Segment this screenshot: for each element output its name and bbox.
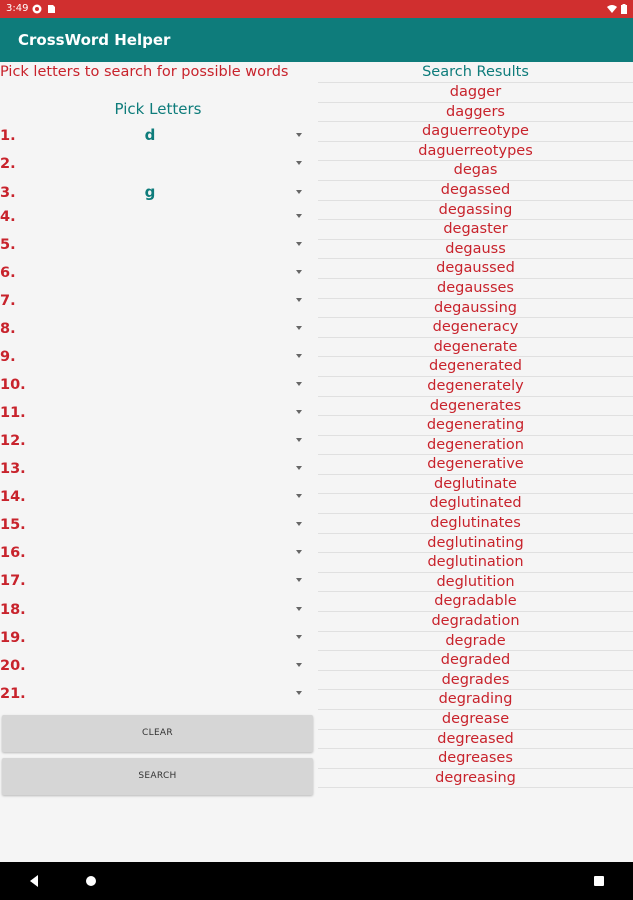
- row-number: 16.: [0, 545, 26, 561]
- dropdown-arrow-icon[interactable]: [296, 635, 302, 639]
- result-item[interactable]: degauss: [318, 240, 633, 260]
- result-item[interactable]: degrease: [318, 710, 633, 730]
- letter-row[interactable]: [0, 485, 316, 513]
- dropdown-arrow-icon[interactable]: [296, 354, 302, 358]
- row-number: 1.: [0, 128, 16, 144]
- dropdown-arrow-icon[interactable]: [296, 522, 302, 526]
- letter-row[interactable]: [0, 261, 316, 289]
- notification-icon: [32, 4, 42, 14]
- letter-row[interactable]: [0, 457, 316, 485]
- letter-row[interactable]: [0, 598, 316, 626]
- sd-card-icon: [46, 4, 56, 14]
- result-item[interactable]: degassing: [318, 201, 633, 221]
- home-icon[interactable]: [84, 862, 98, 900]
- row-number: 12.: [0, 433, 26, 449]
- result-item[interactable]: deglutinating: [318, 534, 633, 554]
- result-item[interactable]: degaussing: [318, 299, 633, 319]
- result-item[interactable]: degenerates: [318, 397, 633, 417]
- row-number: 7.: [0, 293, 16, 309]
- dropdown-arrow-icon[interactable]: [296, 438, 302, 442]
- app-title: CrossWord Helper: [18, 31, 171, 49]
- dropdown-arrow-icon[interactable]: [296, 270, 302, 274]
- letter-row[interactable]: [0, 152, 316, 180]
- result-item[interactable]: degenerate: [318, 338, 633, 358]
- result-item[interactable]: degas: [318, 161, 633, 181]
- result-item[interactable]: degenerately: [318, 377, 633, 397]
- status-time: 3:49: [6, 3, 29, 14]
- result-item[interactable]: degradation: [318, 612, 633, 632]
- result-item[interactable]: degraded: [318, 651, 633, 671]
- search-results-list[interactable]: [318, 62, 633, 796]
- dropdown-arrow-icon[interactable]: [296, 410, 302, 414]
- result-item[interactable]: degassed: [318, 181, 633, 201]
- letter-row[interactable]: [0, 317, 316, 345]
- dropdown-arrow-icon[interactable]: [296, 578, 302, 582]
- dropdown-arrow-icon[interactable]: [296, 298, 302, 302]
- row-number: 5.: [0, 237, 16, 253]
- system-nav-bar: [0, 862, 633, 900]
- result-item[interactable]: degrades: [318, 671, 633, 691]
- result-item[interactable]: degreases: [318, 749, 633, 769]
- letter-row[interactable]: [0, 233, 316, 261]
- dropdown-arrow-icon[interactable]: [296, 326, 302, 330]
- letter-dropdown-value[interactable]: d: [144, 126, 156, 144]
- letter-row[interactable]: [0, 682, 316, 710]
- pick-letters-panel: [0, 62, 316, 802]
- app-bar: [0, 18, 633, 62]
- row-number: 13.: [0, 461, 26, 477]
- letter-row[interactable]: [0, 429, 316, 457]
- letter-row[interactable]: [0, 401, 316, 429]
- result-item[interactable]: degreasing: [318, 769, 633, 789]
- recent-apps-icon[interactable]: [592, 862, 606, 900]
- dropdown-arrow-icon[interactable]: [296, 133, 302, 137]
- result-item[interactable]: degeneracy: [318, 318, 633, 338]
- result-item[interactable]: degaster: [318, 220, 633, 240]
- letter-row[interactable]: [0, 569, 316, 597]
- result-item[interactable]: degrading: [318, 690, 633, 710]
- dropdown-arrow-icon[interactable]: [296, 382, 302, 386]
- row-number: 18.: [0, 602, 26, 618]
- letter-row[interactable]: [0, 513, 316, 541]
- dropdown-arrow-icon[interactable]: [296, 242, 302, 246]
- row-number: 15.: [0, 517, 26, 533]
- result-item[interactable]: deglutination: [318, 553, 633, 573]
- result-item[interactable]: dagger: [318, 83, 633, 103]
- dropdown-arrow-icon[interactable]: [296, 214, 302, 218]
- back-icon[interactable]: [28, 862, 40, 900]
- letter-row[interactable]: [0, 626, 316, 654]
- result-item[interactable]: deglutinate: [318, 475, 633, 495]
- result-item[interactable]: deglutinates: [318, 514, 633, 534]
- letter-row[interactable]: [0, 541, 316, 569]
- result-item[interactable]: degenerating: [318, 416, 633, 436]
- result-item[interactable]: degrade: [318, 632, 633, 652]
- wifi-icon: [607, 4, 617, 14]
- row-number: 21.: [0, 686, 26, 702]
- clear-button[interactable]: CLEAR: [2, 715, 313, 752]
- dropdown-arrow-icon[interactable]: [296, 161, 302, 165]
- result-item[interactable]: deglutition: [318, 573, 633, 593]
- row-number: 3.: [0, 185, 16, 201]
- result-item[interactable]: degausses: [318, 279, 633, 299]
- dropdown-arrow-icon[interactable]: [296, 494, 302, 498]
- dropdown-arrow-icon[interactable]: [296, 607, 302, 611]
- row-number: 11.: [0, 405, 26, 421]
- battery-icon: [621, 4, 627, 14]
- row-number: 2.: [0, 156, 16, 172]
- letter-row[interactable]: [0, 205, 316, 233]
- row-number: 8.: [0, 321, 16, 337]
- dropdown-arrow-icon[interactable]: [296, 691, 302, 695]
- result-item[interactable]: degradable: [318, 592, 633, 612]
- dropdown-arrow-icon[interactable]: [296, 663, 302, 667]
- letter-row[interactable]: [0, 124, 316, 152]
- letter-row[interactable]: [0, 345, 316, 373]
- dropdown-arrow-icon[interactable]: [296, 466, 302, 470]
- letter-row[interactable]: [0, 654, 316, 682]
- result-item[interactable]: degenerated: [318, 357, 633, 377]
- pick-letters-heading: Pick Letters: [114, 100, 202, 118]
- row-number: 19.: [0, 630, 26, 646]
- row-number: 10.: [0, 377, 26, 393]
- search-button[interactable]: SEARCH: [2, 758, 313, 795]
- result-item[interactable]: deglutinated: [318, 494, 633, 514]
- result-item[interactable]: degreased: [318, 730, 633, 750]
- row-number: 4.: [0, 209, 16, 225]
- result-item[interactable]: daguerreotypes: [318, 142, 633, 162]
- instructions-text: Pick letters to search for possible words: [0, 64, 289, 80]
- status-bar: [0, 0, 633, 18]
- letter-dropdown-value[interactable]: g: [144, 183, 156, 201]
- row-number: 14.: [0, 489, 26, 505]
- result-item[interactable]: degeneration: [318, 436, 633, 456]
- result-item[interactable]: daggers: [318, 103, 633, 123]
- row-number: 20.: [0, 658, 26, 674]
- row-number: 6.: [0, 265, 16, 281]
- letter-row[interactable]: [0, 289, 316, 317]
- row-number: 17.: [0, 573, 26, 589]
- dropdown-arrow-icon[interactable]: [296, 550, 302, 554]
- dropdown-arrow-icon[interactable]: [296, 190, 302, 194]
- search-results-heading: Search Results: [318, 62, 633, 83]
- row-number: 9.: [0, 349, 16, 365]
- letter-row[interactable]: [0, 373, 316, 401]
- result-item[interactable]: daguerreotype: [318, 122, 633, 142]
- result-item[interactable]: degaussed: [318, 259, 633, 279]
- result-item[interactable]: degenerative: [318, 455, 633, 475]
